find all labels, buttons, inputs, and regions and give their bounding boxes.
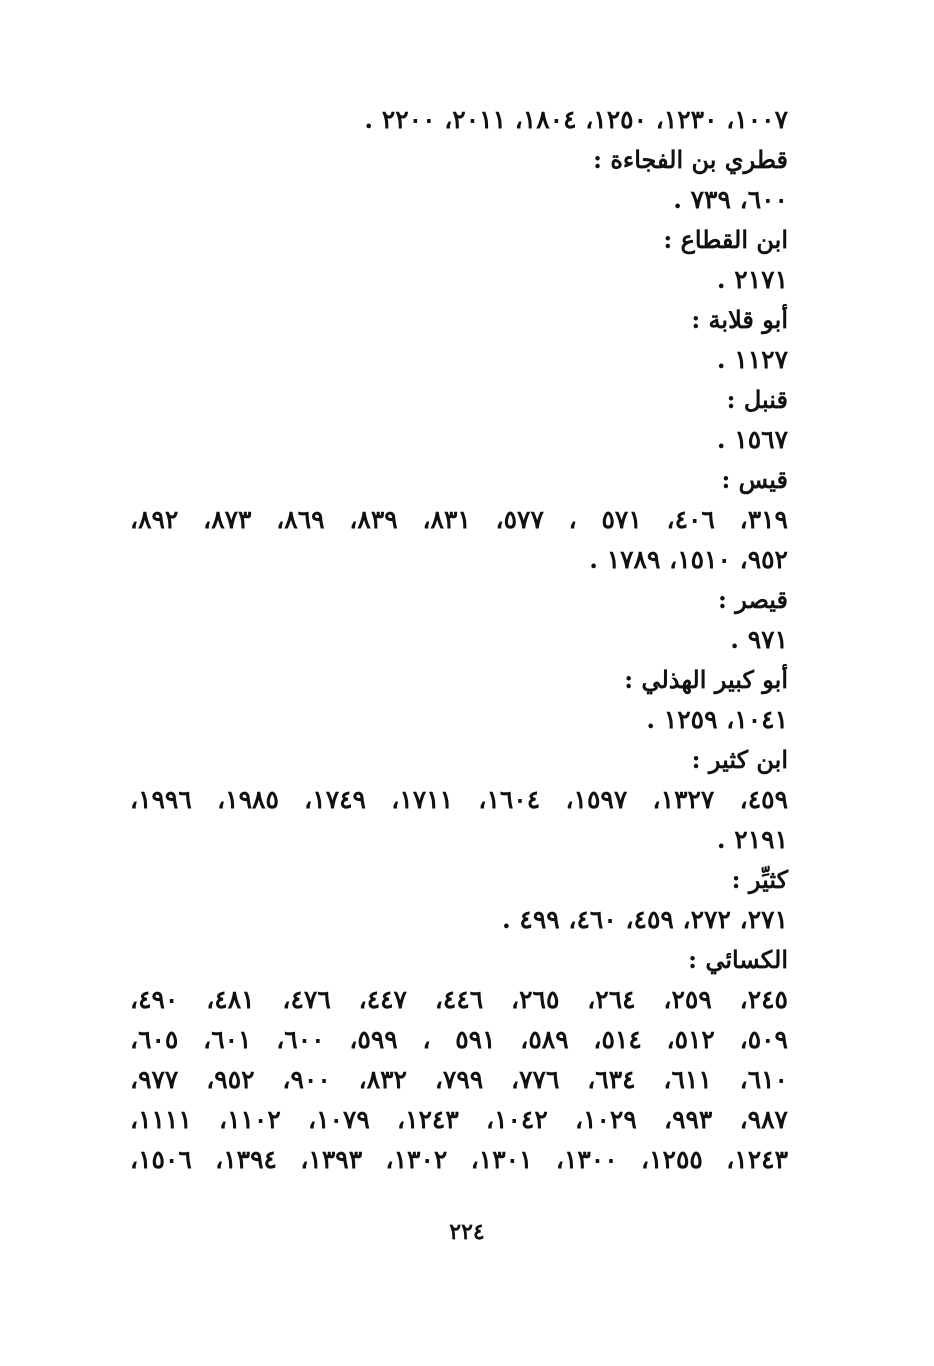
index-line-references: ٤٥٩، ١٣٢٧، ١٥٩٧، ١٦٠٤، ١٧١١، ١٧٤٩، ١٩٨٥، ١٩٩٦، bbox=[130, 785, 789, 814]
index-line-references: ١٥٦٧ . bbox=[716, 425, 788, 454]
index-entry-name: قيس : bbox=[721, 465, 788, 494]
index-line-references: ٦١٠، ٦١١، ٦٣٤، ٧٧٦، ٧٩٩، ٨٣٢، ٩٠٠، ٩٥٢، ٩٧٧، bbox=[130, 1065, 788, 1094]
index-line-references: ٢١٩١ . bbox=[716, 825, 788, 854]
index-entry-name: قطري بن الفجاءة : bbox=[593, 145, 788, 174]
index-entry-name: الكسائي : bbox=[688, 945, 788, 974]
index-entry-name: قنبل : bbox=[726, 385, 788, 414]
index-line-references: ٩٥٢، ١٥١٠، ١٧٨٩ . bbox=[589, 545, 788, 574]
index-entry-name: كثيِّر : bbox=[731, 865, 788, 894]
index-line-references: ٩٨٧، ٩٩٣، ١٠٢٩، ١٠٤٢، ١٢٤٣، ١٠٧٩، ١١٠٢، ١١١١، bbox=[130, 1105, 788, 1134]
index-line-references: ١٠٤١، ١٢٥٩ . bbox=[646, 705, 788, 734]
index-line-references: ١٠٠٧، ١٢٣٠، ١٢٥٠، ١٨٠٤، ٢٠١١، ٢٢٠٠ . bbox=[364, 105, 788, 134]
index-line-references: ٩٧١ . bbox=[730, 625, 788, 654]
index-line-references: ١٢٤٣، ١٢٥٥، ١٣٠٠، ١٣٠١، ١٣٠٢، ١٣٩٣، ١٣٩٤، ١٥٠٦، bbox=[130, 1145, 788, 1174]
index-entry-name: أبو قلابة : bbox=[691, 305, 788, 334]
index-line-references: ١١٢٧ . bbox=[716, 345, 788, 374]
index-entry-name: أبو كبير الهذلي : bbox=[624, 665, 788, 694]
index-entry-name: ابن القطاع : bbox=[663, 225, 788, 254]
index-line-references: ٣١٩، ٤٠٦، ٥٧١ ، ٥٧٧، ٨٣١، ٨٣٩، ٨٦٩، ٨٧٣، ٨٩٢، bbox=[130, 505, 788, 534]
index-line-references: ٢١٧١ . bbox=[716, 265, 788, 294]
page-number: ٢٢٤ bbox=[449, 1219, 485, 1245]
index-line-references: ٢٧١، ٢٧٢، ٤٥٩، ٤٦٠، ٤٩٩ . bbox=[501, 905, 788, 934]
index-line-references: ٥٠٩، ٥١٢، ٥١٤، ٥٨٩، ٥٩١ ، ٥٩٩، ٦٠٠، ٦٠١، ٦٠٥، bbox=[130, 1025, 788, 1054]
index-entry-name: ابن كثير : bbox=[691, 745, 788, 774]
index-entry-name: قيصر : bbox=[718, 585, 788, 614]
index-line-references: ٦٠٠، ٧٣٩ . bbox=[673, 185, 788, 214]
index-line-references: ٢٤٥، ٢٥٩، ٢٦٤، ٢٦٥، ٤٤٦، ٤٤٧، ٤٧٦، ٤٨١، ٤٩٠، bbox=[130, 985, 788, 1014]
